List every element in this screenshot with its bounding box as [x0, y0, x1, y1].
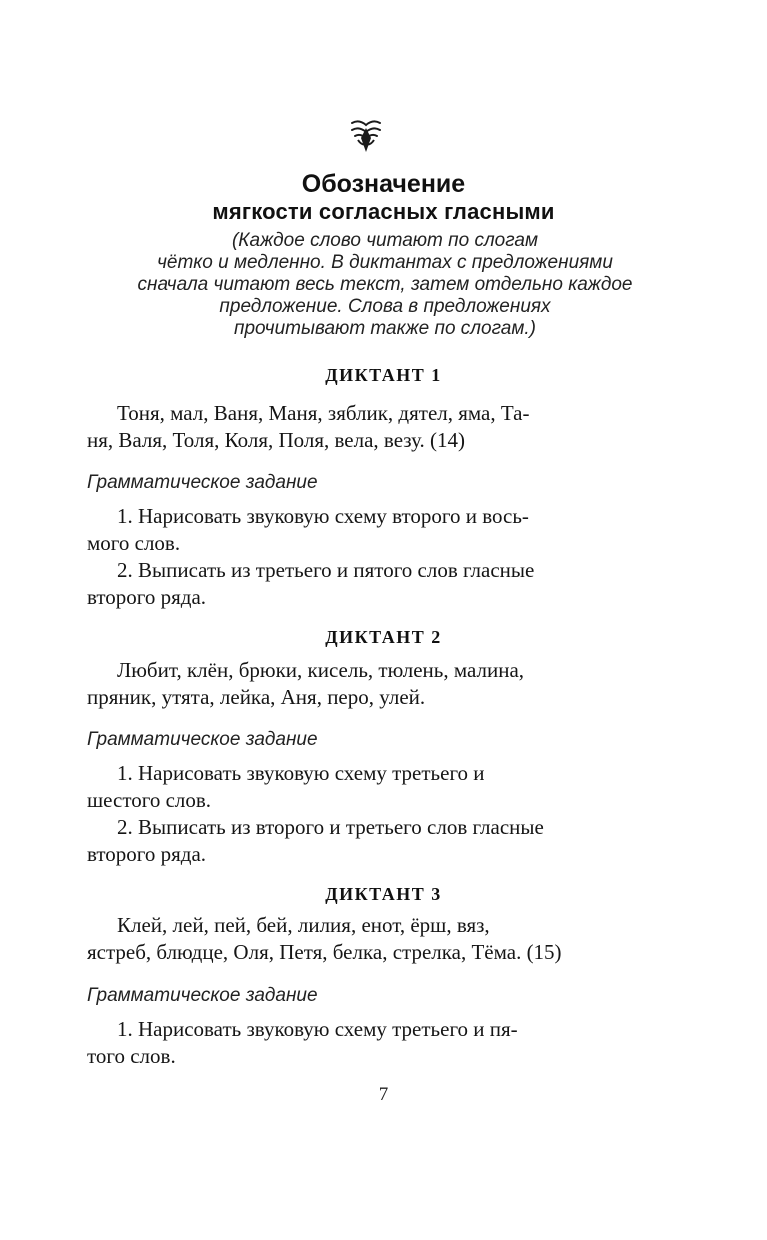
task-line: второго ряда.: [87, 585, 207, 609]
dictation-1-tasks: [87, 503, 645, 611]
text-line: ня, Валя, Толя, Коля, Поля, вела, везу. (14): [87, 428, 466, 452]
text-line: Тоня, мал, Ваня, Маня, зяблик, дятел, яма, Та-: [117, 401, 530, 425]
instruction-line: предложение. Слова в предложениях: [219, 296, 551, 317]
text-line: ястреб, блюдце, Оля, Петя, белка, стрелка, Тёма. (15): [87, 940, 562, 964]
dictation-1-heading: ДИКТАНТ 1: [325, 365, 442, 385]
dictation-3-text: [87, 912, 645, 966]
task-line: 1. Нарисовать звуковую схему третьего и пя-: [117, 1017, 518, 1041]
dictation-1-task-label: Грамматическое задание: [87, 472, 318, 493]
text-line: Любит, клён, брюки, кисель, тюлень, малина,: [117, 658, 525, 682]
task-line-text: 1. Нарисовать звуковую схему третьего и: [117, 761, 485, 785]
task-line: шестого слов.: [87, 788, 212, 812]
dictation-2-text: [87, 657, 645, 711]
task-line: того слов.: [87, 1044, 176, 1068]
section-title: Обозначение: [301, 170, 466, 198]
section-subtitle: мягкости согласных гласными: [212, 199, 555, 224]
instruction-line: сначала читают весь текст, затем отдельно каждое: [137, 274, 633, 295]
task-line: второго ряда.: [87, 842, 207, 866]
instruction-line: (Каждое слово читают по слогам: [231, 230, 538, 251]
text-line: Клей, лей, пей, бей, лилия, енот, ёрш, вяз,: [117, 913, 490, 937]
instruction-line: прочитывают также по слогам.): [234, 318, 536, 339]
task-line: 1. Нарисовать звуковую схему второго и вось-: [117, 504, 529, 528]
dictation-1-text: [87, 400, 645, 454]
dictation-3-task-label: Грамматическое задание: [87, 985, 318, 1006]
task-line: 2. Выписать из третьего и пятого слов гласные: [117, 558, 535, 582]
fleuron-ornament-icon: [346, 116, 386, 156]
dictation-3-heading: ДИКТАНТ 3: [325, 884, 442, 904]
task-line: [87, 760, 645, 787]
page-number: 7: [378, 1084, 389, 1105]
text-line: пряник, утята, лейка, Аня, перо, улей.: [87, 685, 426, 709]
instruction-line: чётко и медленно. В диктантах с предложениями: [157, 252, 613, 273]
dictation-2-heading: ДИКТАНТ 2: [325, 627, 442, 647]
dictation-2-tasks: [87, 760, 645, 868]
task-line: 2. Выписать из второго и третьего слов гласные: [117, 815, 544, 839]
dictation-2-task-label: Грамматическое задание: [87, 729, 318, 750]
reading-instructions: [60, 230, 710, 340]
task-line: мого слов.: [87, 531, 181, 555]
dictation-3-tasks: [87, 1016, 645, 1070]
